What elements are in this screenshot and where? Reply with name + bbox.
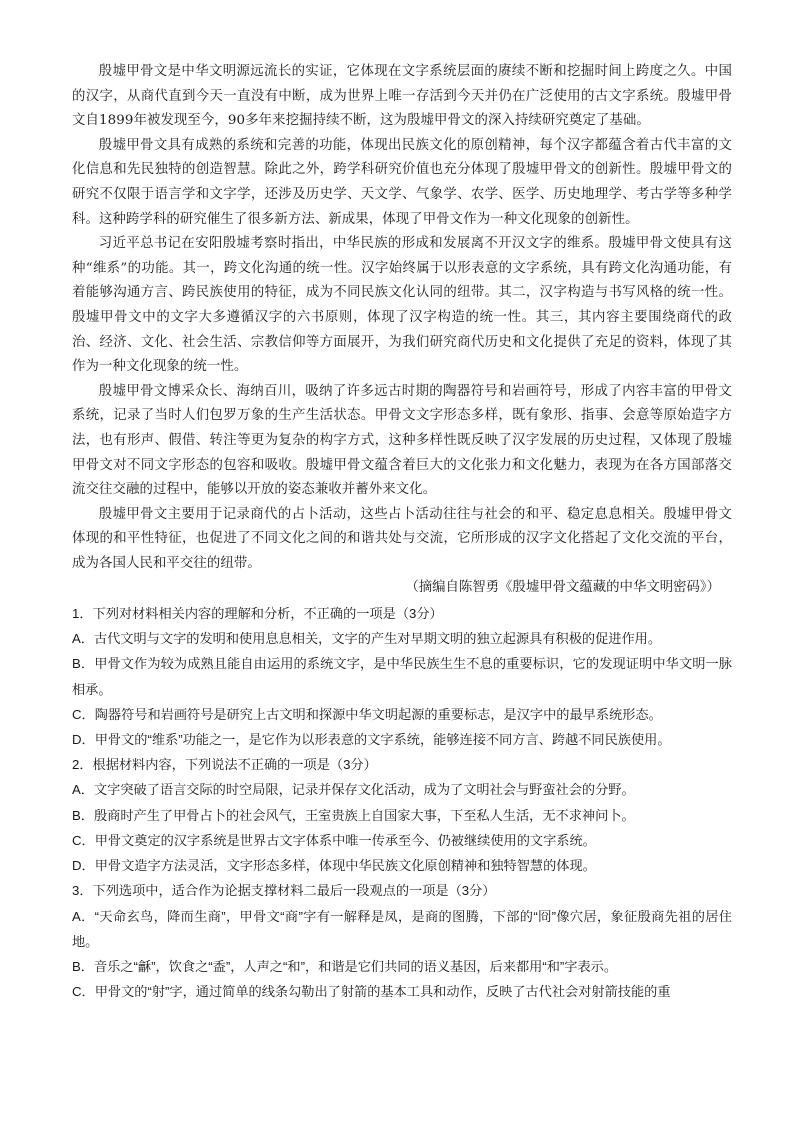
passage-paragraph-2: 殷墟甲骨文具有成熟的系统和完善的功能，体现出民族文化的原创精神，每个汉字都蕴含着古代丰富的文化信息和先民独特的创造智慧。除此之外，跨学科研究价值也充分体现了殷墟甲骨文的创新性。殷墟甲骨文的研究不仅限于语言学和文字学，还涉及历史学、天文学、气象学、农学、医学、历史地理学、考古学等多种学科。这种跨学科的研究催生了很多新方法、新成果，体现了甲骨文作为一种文化现象的创新性。 (72, 137, 732, 227)
option-d: D．甲骨文造字方法灵活，文字形态多样，体现中华民族文化原创精神和独特智慧的体现。 (72, 858, 596, 874)
question-1 (72, 601, 732, 752)
question-stem: 1．下列对材料相关内容的理解和分析，不正确的一项是（3分） (72, 606, 443, 622)
option-b: B．殷商时产生了甲骨占卜的社会风气，王室贵族上自国家大事，下至私人生活，无不求神问卜。 (72, 807, 635, 823)
option-d: D．甲骨文的“维系”功能之一，是它作为以形表意的文字系统，能够连接不同方言、跨越不同民族使用。 (72, 732, 671, 748)
question-stem: 2．根据材料内容，下列说法不正确的一项是（3分） (72, 757, 377, 773)
option-a: A．文字突破了语言交际的时空局限，记录并保存文化活动，成为了文明社会与野蛮社会的分野。 (72, 782, 635, 798)
option-c: C．陶器符号和岩画符号是研究上古文明和探源中华文明起源的重要标志，是汉字中的最早系统形态。 (72, 706, 662, 722)
option-b: B．音乐之“龢”，饮食之“盉”，人声之“和”，和谐是它们共同的语义基因，后来都用“和”字表示。 (72, 958, 618, 974)
passage-paragraph-1: 殷墟甲骨文是中华文明源远流长的实证，它体现在文字系统层面的赓续不断和挖掘时间上跨度之久。中国的汉字，从商代直到今天一直没有中断，成为世界上唯一存活到今天并仍在广泛使用的古文字系统。殷墟甲骨文自1899年被发现至今，90多年来挖掘持续不断，这为殷墟甲骨文的深入持续研究奠定了基础。 (72, 64, 732, 129)
reading-passage (72, 60, 732, 601)
question-3 (72, 878, 732, 1004)
option-c: C．甲骨文奠定的汉字系统是世界古文字体系中唯一传承至今、仍被继续使用的文字系统。 (72, 832, 596, 848)
option-a: A．“天命玄鸟，降而生商”，甲骨文“商”字有一解释是凤，是商的图腾，下部的“冏”像穴居，象征殷商先祖的居住地。 (72, 908, 732, 949)
option-b: B．甲骨文作为较为成熟且能自由运用的系统文字，是中华民族生生不息的重要标识，它的发现证明中华文明一脉相承。 (72, 656, 732, 697)
passage-paragraph-3: 习近平总书记在安阳殷墟考察时指出，中华民族的形成和发展离不开汉文字的维系。殷墟甲骨文使具有这种“维系”的功能。其一，跨文化沟通的统一性。汉字始终属于以形表意的文字系统，具有跨文化沟通功能，有着能够沟通方言、跨民族使用的特征，成为不同民族文化认同的纽带。其二，汉字构造与书写风格的统一性。殷墟甲骨文中的文字大多遵循汉字的六书原则，体现了汉字构造的统一性。其三，其内容主要围绕商代的政治、经济、文化、社会生活、宗教信仰等方面展开，为我们研究商代历史和文化提供了充足的资料，体现了其作为一种文化现象的统一性。 (72, 236, 732, 375)
passage-paragraph-5: 殷墟甲骨文主要用于记录商代的占卜活动，这些占卜活动往往与社会的和平、稳定息息相关。殷墟甲骨文体现的和平性特征，也促进了不同文化之间的和谐共处与交流，它所形成的汉字文化搭起了文化交流的平台，成为各国人民和平交往的纽带。 (72, 506, 732, 571)
question-stem: 3．下列选项中，适合作为论据支撑材料二最后一段观点的一项是（3分） (72, 883, 496, 899)
question-2 (72, 752, 732, 878)
passage-paragraph-4: 殷墟甲骨文博采众长、海纳百川，吸纳了许多远古时期的陶器符号和岩画符号，形成了内容丰富的甲骨文系统，记录了当时人们包罗万象的生产生活状态。甲骨文文字形态多样，既有象形、指事、会意等原始造字方法，也有形声、假借、转注等更为复杂的构字方式，这种多样性既反映了汉字发展的历史过程，又体现了殷墟甲骨文对不同文字形态的包容和吸收。殷墟甲骨文蕴含着巨大的文化张力和文化魅力，表现为在各方国部落交流交往交融的过程中，能够以开放的姿态兼收并蓄外来文化。 (72, 383, 732, 498)
option-a: A．古代文明与文字的发明和使用息息相关，文字的产生对早期文明的独立起源具有积极的促进作用。 (72, 631, 662, 647)
document-page (72, 60, 732, 1004)
passage-source: （摘编自陈智勇《殷墟甲骨文蕴藏的中华文明密码》） (405, 580, 720, 596)
option-c: C．甲骨文的“射”字，通过简单的线条勾勒出了射箭的基本工具和动作，反映了古代社会对射箭技能的重 (72, 984, 671, 1000)
